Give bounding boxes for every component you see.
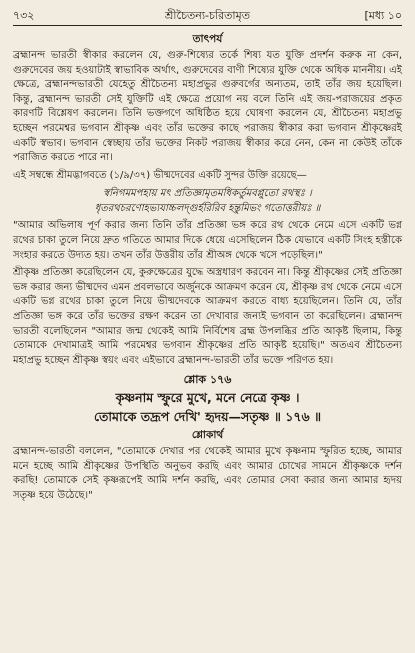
shloka-line-2: তোমাকে তদ্রূপ দেখি' হৃদয়—সতৃষ্ণ ॥ ১৭৬ ॥ <box>93 409 322 425</box>
quote-paragraph-2: শ্রীকৃষ্ণ প্রতিজ্ঞা করেছিলেন যে, কুরুক্ষেত্রের যুদ্ধে অস্ত্রধারণ করবেন না। কিন্তু শ্রীকৃষ্ণের সেই প্রতিজ্ঞা ভঙ্গ করার জন্য ভীষ্মদেব এমন প্রবলভাবে অর্জুনকে আক্রমণ করেন যে, শ্রীকৃষ্ণ রথ থেকে নেমে এসে একটি ভগ্ন রথের চাকা তুলে নিয়ে ভীষ্মদেবকে আক্রমণ করতে বাধ্য হয়েছিলেন। তিনি যে, তাঁর প্রতিজ্ঞা ভঙ্গ করে তাঁর ভক্তের রক্ষণ করেন তা দেখাবার জন্যই ভগবান তা করেছিলেন। ব্রহ্মানন্দ ভারতী বলেছিলেন "আমার জন্ম থেকেই আমি নির্বিশেষ ব্রহ্ম উপলব্ধির প্রতি আকৃষ্ট ছিলাম, কিন্তু তোমাকে দেখামাত্রই আমি পরমেশ্বর ভগবান শ্রীকৃষ্ণের প্রতি আকৃষ্ট হয়েছি।" অতএব শ্রীচৈতন্য মহাপ্রভু হচ্ছেন শ্রীকৃষ্ণ স্বয়ং এবং এইভাবে ব্রহ্মানন্দ-ভারতী তাঁর ভক্তে পরিণত হয়। <box>13 267 402 366</box>
page-number: ৭৩২ <box>13 9 35 22</box>
translation-heading: শ্লোকার্থ <box>191 429 224 442</box>
translation-text: ব্রহ্মানন্দ-ভারতী বললেন, "তোমাকে দেখার পর থেকেই আমার মুখে কৃষ্ণনাম স্ফুরিত হচ্ছে, আমার মনে হচ্ছে আমি শ্রীকৃষ্ণের উপস্থিতি অনুভব করছি এবং আমার চোখের সামনে শ্রীকৃষ্ণকে দর্শন করছি! তোমাকে সেই কৃষ্ণরূপেই আমি দর্শন করছি, এবং তোমার সেবা করার জন্য আমার হৃদয় সতৃষ্ণ হয়ে উঠেছে।" <box>13 446 402 502</box>
shloka-line-1: কৃষ্ণনাম স্ফুরে মুখে, মনে নেত্রে কৃষ্ণ । <box>115 390 300 406</box>
header-rule <box>13 25 402 26</box>
purport-paragraph-2: এই সম্বন্ধে শ্রীমদ্ভাগবতে (১/৯/৩৭) ভীষ্মদেবের একটি সুন্দর উক্তি রয়েছে— <box>13 169 307 181</box>
shloka-label: শ্লোক ১৭৬ <box>183 373 232 387</box>
purport-heading: তাৎপর্য <box>192 33 223 45</box>
verse-line-2: ধৃতরথচরণোহভ্যযাচ্চলদ্গুর্হরিরিব হন্তুমিভং গতোত্তরীয়ঃ ॥ <box>94 203 321 215</box>
quote-paragraph-1: "আমার অভিলাষ পূর্ণ করার জন্য তিনি তাঁর প্রতিজ্ঞা ভঙ্গ করে রথ থেকে নেমে এসে একটি ভগ্ন রথের চাকা তুলে নিয়ে দ্রুত গতিতে আমার দিকে ধেয়ে এসেছিলেন ঠিক যেভাবে একটি সিংহ হস্তীকে সংহার করতে উদ্যত হয়। তখন তাঁর উত্তরীয় তাঁর শ্রীঅঙ্গ থেকে খসে পড়েছিল।" <box>13 220 402 261</box>
section-label: [মধ্য ১০ <box>364 9 402 22</box>
book-title: শ্রীচৈতন্য-চরিতামৃত <box>165 9 250 22</box>
page-header <box>13 8 402 24</box>
bhagavatam-verse <box>13 186 402 216</box>
purport-paragraph-1: ব্রহ্মানন্দ ভারতী স্বীকার করলেন যে, গুরু-শিষ্যের তর্কে শিষ্য যত যুক্তি প্রদর্শন করুক না কেন, গুরুদেবের জয় হওয়াটাই স্বাভাবিক অর্থাৎ, গুরুদেবের বাণী শিষ্যের যুক্তি থেকে অধিক মাননীয়। এই ক্ষেত্রে, ব্রহ্মানন্দভারতী যেহেতু শ্রীচৈতন্য মহাপ্রভুর গুরুবর্গের অন্যতম, তাই তাঁর জয় হয়েছিল। কিন্তু, ব্রহ্মানন্দ ভারতী সেই যুক্তিটি এই ক্ষেত্রে প্রয়োগ নয় বলে তিনি এই জয়-পরাজয়ের প্রকৃত কারণটি বিশ্লেষণ করলেন। তিনি ভক্তগণে অধিষ্ঠিত হয়ে ঘোষণা করলেন যে, শ্রীচৈতন্য মহাপ্রভু হচ্ছেন পরমেশ্বর ভগবান শ্রীকৃষ্ণ এবং তাঁর ভক্তের কাছে পরাজয় স্বীকার করা ভগবান শ্রীকৃষ্ণেরই একটি স্বভাব। ভগবান স্বেচ্ছায় তাঁর ভক্তের নিকট পরাজয় স্বীকার করে নেন, কেন না কেউই তাঁকে পরাজিত করতে পারে না। <box>13 50 402 164</box>
verse-line-1: স্বনিগমমপহায় মৎ প্রতিজ্ঞামৃতমধিকর্তুমবপ্লুতো রথস্থঃ । <box>103 188 312 200</box>
